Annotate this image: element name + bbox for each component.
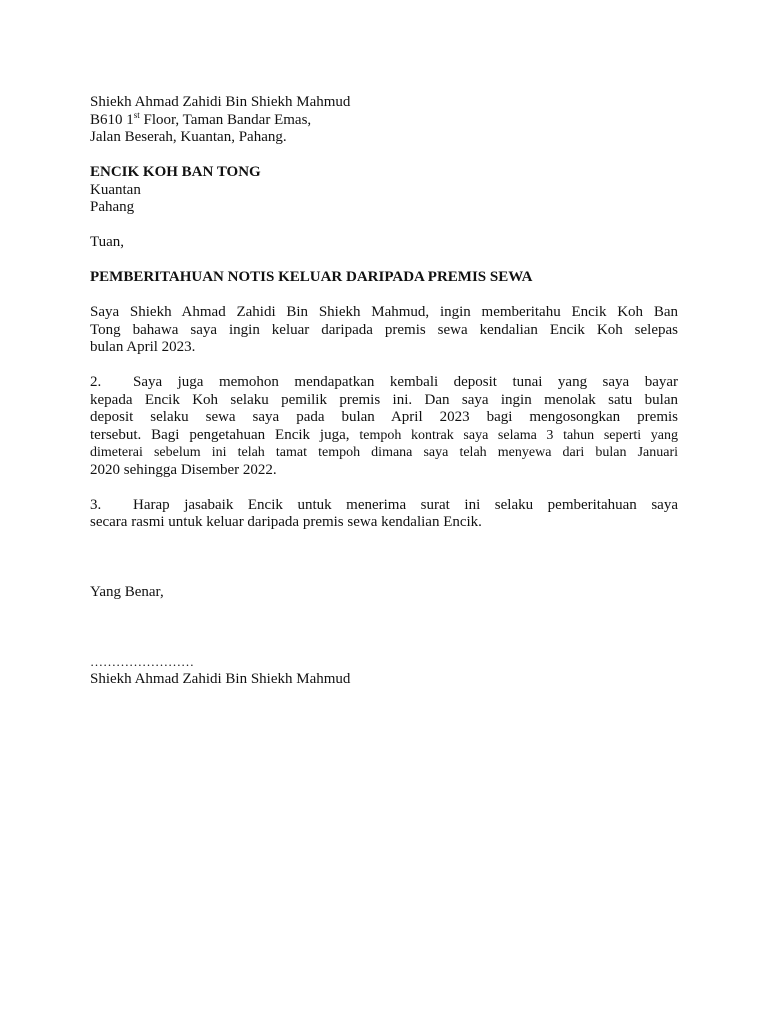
paragraph-1-line: Tong bahawa saya ingin keluar daripada premis sewa kendalian Encik Koh selepas [90, 321, 678, 338]
paragraph-2-line: kepada Encik Koh selaku pemilik premis ini. Dan saya ingin menolak satu bulan [90, 391, 678, 408]
paragraph-2-line: tersebut. Bagi pengetahuan Encik juga, tempoh kontrak saya selama 3 tahun seperti yang [90, 426, 678, 443]
paragraph-1-line: bulan April 2023. [90, 339, 196, 355]
salutation: Tuan, [90, 234, 125, 250]
sender-address-line-2: Jalan Beserah, Kuantan, Pahang. [90, 129, 287, 145]
sender-block [90, 94, 678, 147]
recipient-name: ENCIK KOH BAN TONG [90, 164, 261, 180]
paragraph-3-line: secara rasmi untuk keluar daripada premis sewa kendalian Encik. [90, 514, 482, 530]
ordinal-suffix: st [133, 109, 140, 120]
paragraph-2 [90, 374, 678, 479]
signature-line: …………………… [90, 654, 194, 669]
paragraph-2-line: dimeterai sebelum ini telah tamat tempoh dimana saya telah menyewa dari bulan Januari [90, 445, 678, 460]
paragraph-2-number: 2. [90, 374, 102, 390]
letter-body [90, 94, 678, 688]
letter-subject: PEMBERITAHUAN NOTIS KELUAR DARIPADA PREMIS SEWA [90, 269, 533, 285]
paragraph-3 [90, 497, 678, 532]
paragraph-2-line: 2020 sehingga Disember 2022. [90, 461, 277, 478]
paragraph-3-number: 3. [90, 496, 102, 513]
signatory-name: Shiekh Ahmad Zahidi Bin Shiekh Mahmud [90, 670, 351, 687]
paragraph-3-line: 3. Harap jasabaik Encik untuk menerima surat ini selaku pemberitahuan saya [90, 496, 678, 513]
paragraph-2-line: deposit selaku sewa saya pada bulan April 2023 bagi mengosongkan premis [90, 409, 678, 425]
recipient-city: Kuantan [90, 181, 141, 198]
sender-address-suffix: Floor, Taman Bandar Emas, [139, 111, 312, 128]
closing: Yang Benar, [90, 583, 164, 600]
paragraph-1 [90, 304, 678, 357]
sender-address-line-1 [90, 109, 678, 130]
recipient-state: Pahang [90, 199, 135, 215]
paragraph-2-line: 2. Saya juga memohon mendapatkan kembali deposit tunai yang saya bayar [90, 374, 678, 390]
recipient-block [90, 164, 678, 217]
sender-name: Shiekh Ahmad Zahidi Bin Shiekh Mahmud [90, 94, 351, 110]
paragraph-1-line: Saya Shiekh Ahmad Zahidi Bin Shiekh Mahmud, ingin memberitahu Encik Koh Ban [90, 304, 678, 320]
sender-address-prefix: B610 1 [90, 111, 134, 128]
